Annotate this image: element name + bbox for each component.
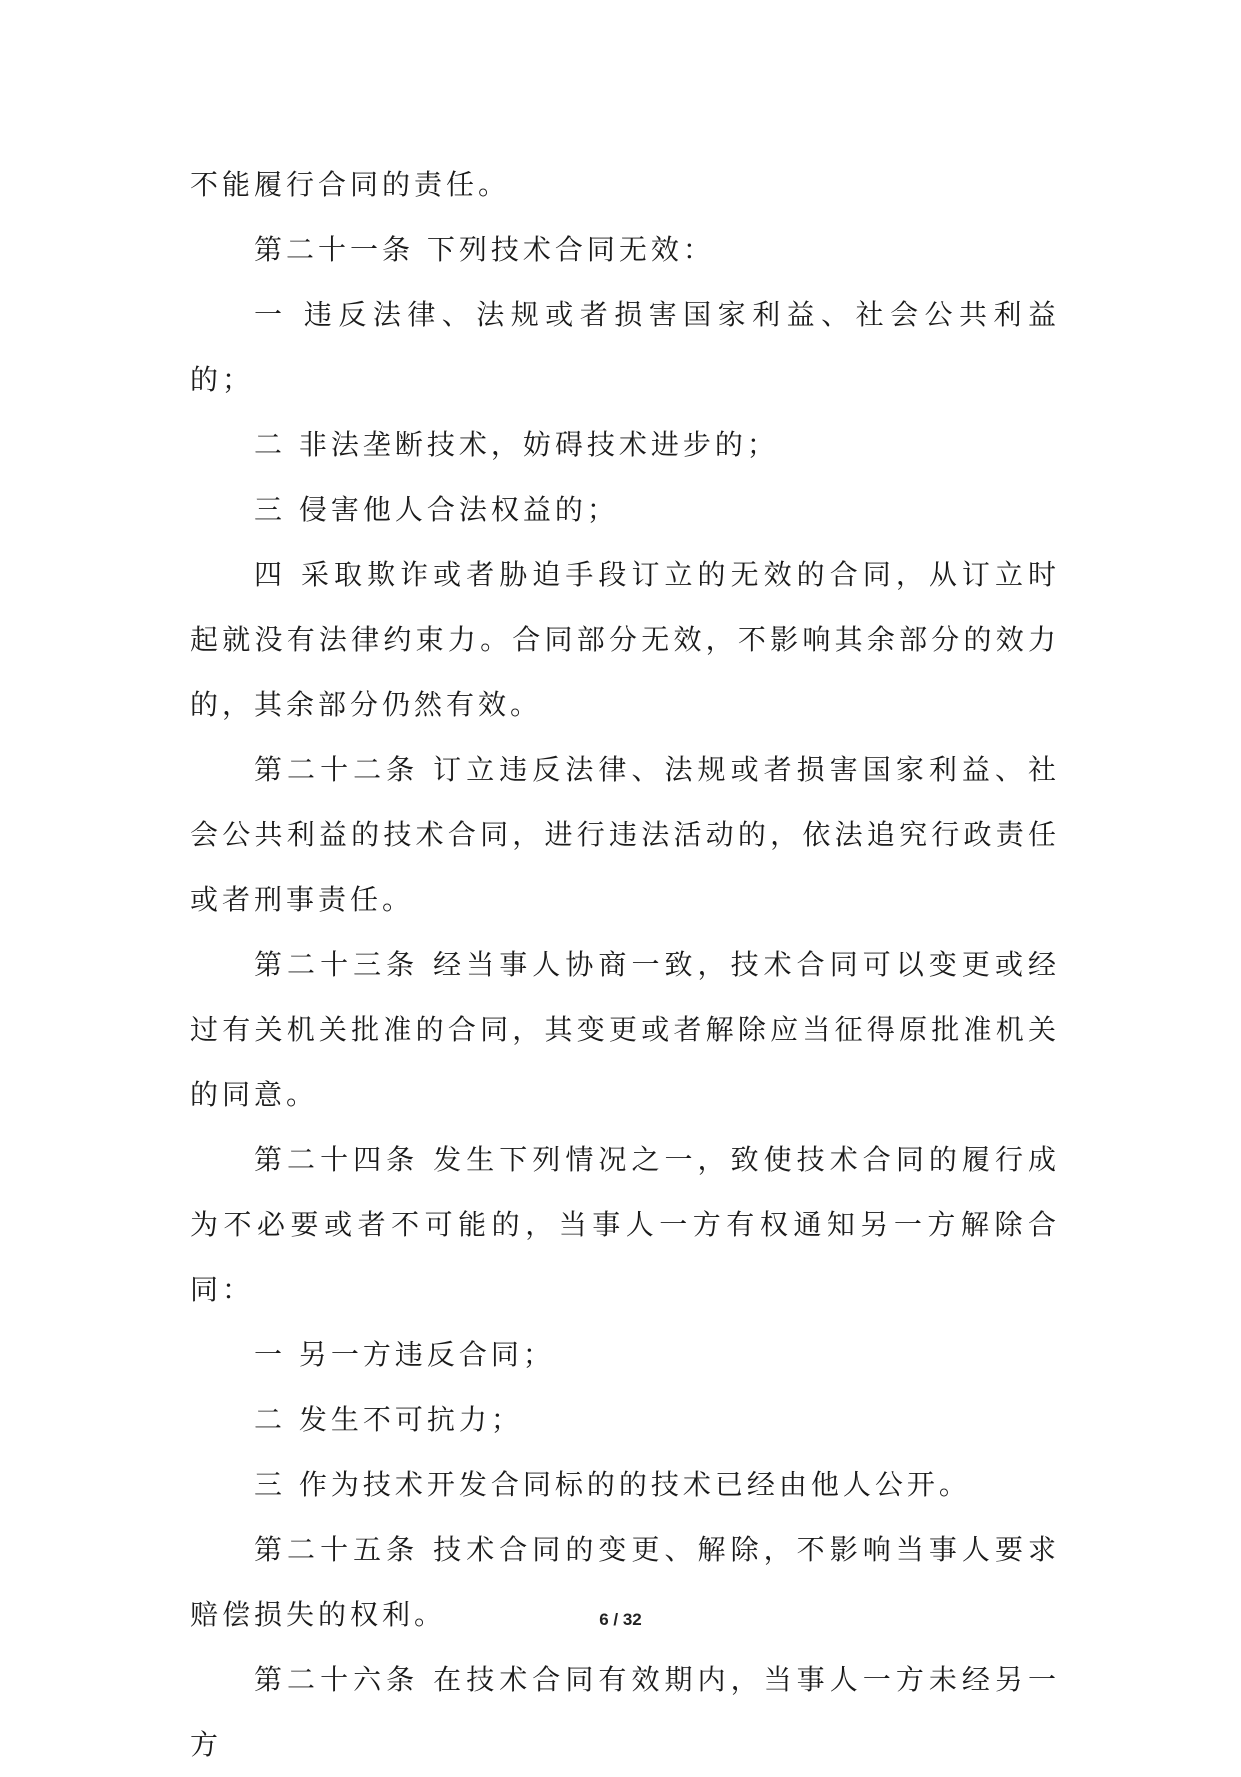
paragraph: 不能履行合同的责任。 [190,168,511,201]
list-item: 三 作为技术开发合同标的的技术已经由他人公开。 [254,1468,971,1501]
article-24: 第二十四条 发生下列情况之一，致使技术合同的履行成为不必要或者不可能的，当事人一方有权通知另一方解除合同： [190,1143,1060,1306]
page-number: 6 / 32 [599,1610,642,1629]
article-21-heading: 第二十一条 下列技术合同无效： [254,233,715,266]
list-item: 三 侵害他人合法权益的； [254,493,619,526]
article-22: 第二十二条 订立违反法律、法规或者损害国家利益、社会公共利益的技术合同，进行违法活动的，依法追究行政责任或者刑事责任。 [190,753,1060,916]
article-23: 第二十三条 经当事人协商一致，技术合同可以变更或经过有关机关批准的合同，其变更或者解除应当征得原批准机关的同意。 [190,948,1060,1111]
article-25: 第二十五条 技术合同的变更、解除，不影响当事人要求赔偿损失的权利。 [190,1533,1060,1631]
list-item: 一 另一方违反合同； [254,1338,555,1371]
list-item: 二 非法垄断技术，妨碍技术进步的； [254,428,779,461]
list-item: 二 发生不可抗力； [254,1403,523,1436]
document-body [190,152,1060,1777]
list-item: 一 违反法律、法规或者损害国家利益、社会公共利益的； [190,298,1060,396]
article-26: 第二十六条 在技术合同有效期内，当事人一方未经另一方 [190,1663,1060,1761]
list-item: 四 采取欺诈或者胁迫手段订立的无效的合同，从订立时起就没有法律约束力。合同部分无效，不影响其余部分的效力的，其余部分仍然有效。 [190,558,1060,721]
